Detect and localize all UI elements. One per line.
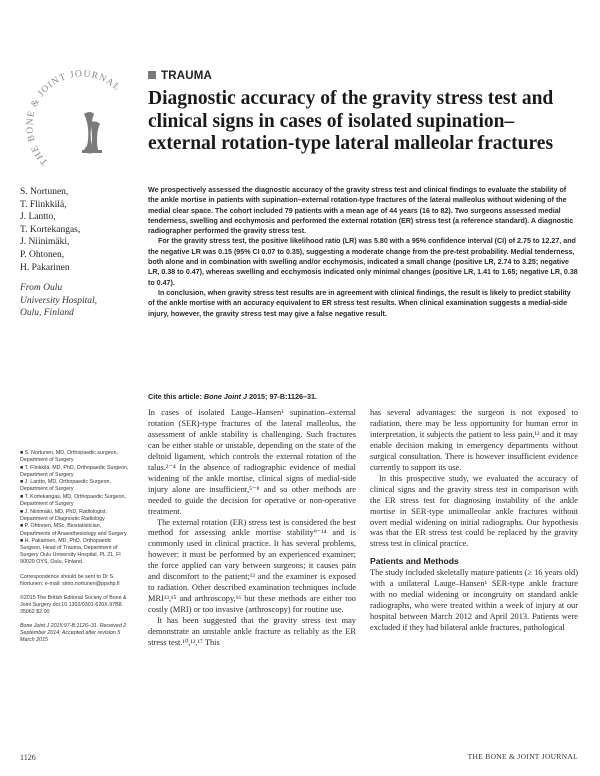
article-title: Diagnostic accuracy of the gravity stress test and clinical signs in cases of isolated supination–external rotation-type lateral malleolar fractures <box>148 88 554 154</box>
square-icon <box>148 71 156 79</box>
svg-text:THE BONE & JOINT JOURNAL <box>26 69 122 167</box>
affiliation-line: Oulu, Finland <box>20 308 74 319</box>
cite-label: Cite this article: <box>148 392 202 401</box>
author-note: ■ J. Lantto, MD, Orthopaedic Surgeon, Department of Surgery <box>20 479 111 493</box>
author: P. Ohtonen, <box>20 249 65 260</box>
abstract <box>148 185 578 319</box>
author-note: ■ H. Pakarinen, MD, PhD, Orthopaedic Surgeon, Head of Trauma, Department of Surgery Oulu University Hospital, PL 21, FI 90029 OYS, Oulu, Finland. <box>20 538 121 566</box>
abstract-paragraph: For the gravity stress test, the positive likelihood ratio (LR) was 5.80 with a 95% confidence interval (CI) of 2.75 to 12.27, and the negative LR was 0.15 (95% CI 0.07 to 0.35), suggesting a moderate change from the pre-test probability. Medial tenderness, both alone and in combination with swelling and/or ecchymosis, indicated a small change (positive LR, 2.74 to 3.25; negative LR, 0.38 to 0.47), whereas swelling and ecchymosis indicated only minimal changes (positive LR, 1.41 to 1.65; negative LR, 0.38 to 0.47). <box>148 237 578 287</box>
page-number: 1126 <box>20 753 36 762</box>
abstract-paragraph: We prospectively assessed the diagnostic accuracy of the gravity stress test and clinical findings to evaluate the stability of the ankle mortise in patients with supination–external rotation-type fractures of the lateral malleolus without widening of the medial clear space. The cohort included 79 patients with a mean age of 44 years (16 to 82). Two surgeons assessed medial tenderness, swelling and ecchymosis and performed the external rotation (ER) stress test (a reference standard). A diagnostic radiographer performed the gravity stress test. <box>148 186 574 236</box>
author: T. Flinkkilä, <box>20 199 67 210</box>
body-paragraph: has several advantages: the surgeon is not exposed to radiation, there may be less opportunity for human error in interpretation, it subjects the patient to less pain,¹² and it may enable decision making in emergency departments without surgical consultation. There is however insufficient evidence currently to support its use. <box>370 408 578 472</box>
section-text: TRAUMA <box>161 70 213 82</box>
cite-journal: Bone Joint J <box>203 392 248 401</box>
author-sidebar <box>20 450 130 644</box>
copyright: ©2015 The British Editorial Society of Bone & Joint Surgery doi:10.1302/0301-620X.97B8. 35062 $2.00 <box>20 594 127 615</box>
author-note: ■ S. Nortunen, MD, Orthopaedic surgeon, Department of Surgery <box>20 450 119 464</box>
footer-journal: THE BONE & JOINT JOURNAL <box>467 752 578 761</box>
author: T. Kortekangas, <box>20 224 81 235</box>
citation <box>148 392 317 401</box>
affiliation <box>20 282 140 320</box>
author-list <box>20 186 140 274</box>
body-paragraph: It has been suggested that the gravity stress test may demonstrate an unstable ankle fracture as reliably as the ER stress test.¹⁰,¹²,¹⁷ This <box>148 616 356 648</box>
body-paragraph: The study included skeletally mature patients (≥ 16 years old) with a unilateral Lauge–Hansen¹ SER-type ankle fracture with no medial widening or incongruity on standard ankle radiographs, who were treated within a week of injury at our hospital between March 2012 and April 2013. Patients were excluded if they had bilateral ankle fractures, pathological <box>370 568 578 633</box>
author-note: ■ J. Niinimäki, MD, PhD, Radiologist, Department of Diagnostic Radiology <box>20 508 107 522</box>
affiliation-line: University Hospital, <box>20 295 98 306</box>
correspondence: Correspondence should be sent to Dr S. Nortunen; e-mail: simo.nortunen@ppshp.fi <box>20 573 120 587</box>
body-paragraph: The external rotation (ER) stress test is considered the best method for assessing ankle mortise stability⁹⁻¹⁴ and is commonly used in clinical practice. It has several problems, however: it must be performed by an experienced examiner; the force applied can vary between surgeons; it causes pain and discomfort to the patient;¹² and the examiner is exposed to radiation. Other described examination techniques include MRI¹³,¹⁵ and arthroscopy,¹⁶ but these methods are either too costly (MRI) or too invasive (arthroscopy) for routine use. <box>148 517 356 615</box>
journal-info: Bone Joint J 2015;97-B:1126–31. Received 2 September 2014; Accepted after revision 5 March 2015 <box>20 622 127 644</box>
author-note: ■ T. Flinkkilä, MD, PhD, Orthopaedic Surgeon, Department of Surgery <box>20 464 129 478</box>
affiliation-line: From Oulu <box>20 283 63 293</box>
author-note: ■ P. Ohtonen, MSc, Biostatistician, Departments of Anaesthesiology and Surgery <box>20 523 127 537</box>
author-note: ■ T. Kortekangas, MD, Orthopaedic Surgeon, Department of Surgery <box>20 494 126 508</box>
author: S. Nortunen, <box>20 187 69 197</box>
body-paragraph: In this prospective study, we evaluated the accuracy of clinical signs and the gravity stress test in comparison with the ER stress test for diagnosing instability of the ankle mortise in SER-type unimalleolar ankle fractures without overt medial widening on initial radiographs. Our hypothesis was that the ER stress test could be replaced by the gravity stress test in clinical practice. <box>370 473 578 549</box>
author: J. Niinimäki, <box>20 237 70 248</box>
author: J. Lantto, <box>20 212 56 223</box>
journal-logo <box>26 62 136 182</box>
section-label <box>148 70 212 82</box>
author: H. Pakarinen <box>20 262 70 273</box>
body-paragraph: In cases of isolated Lauge–Hansen¹ supination–external rotation (SER)-type fractures of the lateral malleolus, the assessment of ankle stability is challenging. Such fractures can be either stable or unstable, depending on the state of the deltoid ligament, which controls the external rotation of the talus.²⁻⁴ In the absence of radiographic evidence of medial widening of the ankle mortise, clinical signs of medial-side injury alone are insufficient,⁵⁻⁸ and so other methods are needed to guide the decision for operative or non-operative treatment. <box>148 408 356 516</box>
section-heading: Patients and Methods <box>370 556 459 567</box>
logo-text: THE BONE & JOINT JOURNAL <box>26 69 123 167</box>
cite-ref: 2015; 97-B:1126–31. <box>249 392 317 401</box>
abstract-paragraph: In conclusion, when gravity stress test results are in agreement with clinical findings, the result is likely to predict stability of the ankle mortise with an accuracy equivalent to ER stress test results. When clinical examination suggests a medial-side injury, however, the gravity stress test may give a false negative result. <box>148 288 571 318</box>
body-column-2 <box>370 408 578 634</box>
body-column-1 <box>148 408 356 649</box>
